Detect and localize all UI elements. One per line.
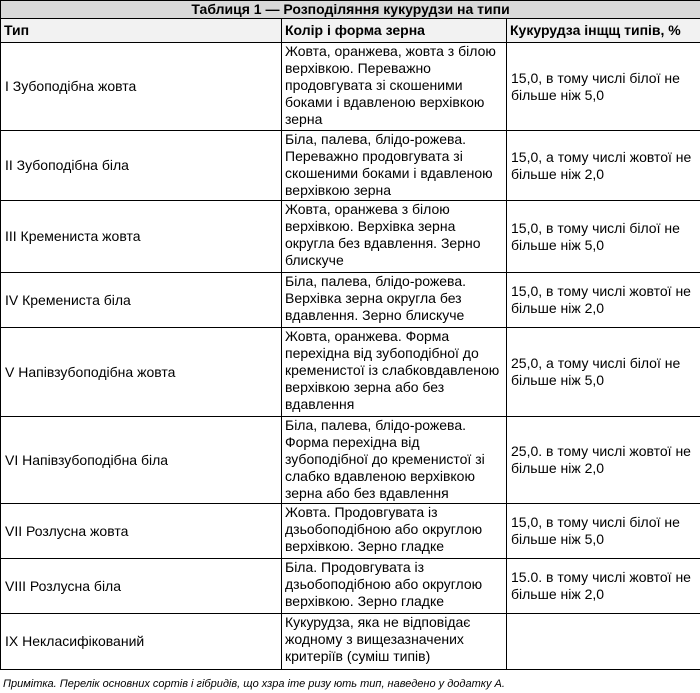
cell-description: Біла, палева, блідо-рожева. Переважно продовгувата зі скошеними боками і вдавленою верхівкою зерна [282, 131, 507, 201]
table-row [1, 614, 700, 670]
header-other-types: Кукурудза інщщ типів, % [507, 19, 700, 43]
cell-other-types: 25,0, а тому числі білої не більше ніж 5,0 [507, 328, 700, 417]
cell-description: Жовта. Продовгувата із дзьобоподібною або округлою верхівкою. Зерно гладке [282, 504, 507, 559]
cell-type: III Кремениста жовта [1, 201, 282, 273]
cell-type: VI Напівзубоподібна біла [1, 417, 282, 504]
table-title-row [1, 1, 700, 19]
cell-other-types: 15,0, в тому числі білої не більше ніж 5,0 [507, 504, 700, 559]
header-type: Тип [1, 19, 282, 43]
table-row [1, 328, 700, 417]
cell-other-types: 15,0, в тому числі жовтої не більше ніж 2,0 [507, 273, 700, 328]
cell-type: І Зубоподібна жовта [1, 43, 282, 131]
cell-description: Біла, палева, блідо-рожева. Форма перехідна від зубоподібної до кременистої зі слабко вдавленою верхівкою зерна або без вдавлення [282, 417, 507, 504]
table-header-row [1, 19, 700, 43]
cell-description: Жовта, оранжева. Форма перехідна від зубоподібної до кременистої із слабковдавленою верхівкою зерна або без вдавлення [282, 328, 507, 417]
cell-other-types: 25,0. в тому числі жовтої не більше ніж 2,0 [507, 417, 700, 504]
table-title: Таблиця 1 — Розподіляння кукурудзи на типи [1, 1, 700, 19]
cell-type: II Зубоподібна біла [1, 131, 282, 201]
cell-other-types [507, 614, 700, 670]
header-description: Колір і форма зерна [282, 19, 507, 43]
cell-type: IV Кремениста біла [1, 273, 282, 328]
cell-description: Жовта, оранжева з білою верхівкою. Верхівка зерна округла без вдавлення. Зерно блискуче [282, 201, 507, 273]
table-row [1, 201, 700, 273]
cell-description: Біла, палева, блідо-рожева. Верхівка зерна округла без вдавлення. Зерно блискуче [282, 273, 507, 328]
cell-description: Кукурудза, яка не відповідає жодному з вищезазначених критеріїв (суміш типів) [282, 614, 507, 670]
cell-other-types: 15.0. в тому числі жовтої не більше ніж 2,0 [507, 559, 700, 614]
cell-description: Жовта, оранжева, жовта з білою верхівкою. Переважно продовгувата зі скошеними боками і вдавленою верхівкою зерна [282, 43, 507, 131]
cell-type: IX Некласифікований [1, 614, 282, 670]
table-row [1, 504, 700, 559]
cell-type: VIII Розлусна біла [1, 559, 282, 614]
table-row [1, 131, 700, 201]
cell-type: V Напівзубоподібна жовта [1, 328, 282, 417]
table-row [1, 43, 700, 131]
cell-description: Біла. Продовгувата із дзьобоподібною або округлою верхівкою. Зерно гладке [282, 559, 507, 614]
cell-other-types: 15,0, в тому числі білої не більше ніж 5,0 [507, 201, 700, 273]
table-row [1, 417, 700, 504]
cell-other-types: 15,0, в тому числі білої не більше ніж 5,0 [507, 43, 700, 131]
table-row [1, 273, 700, 328]
cell-other-types: 15,0, а тому числі жовтої не більше ніж 2,0 [507, 131, 700, 201]
cell-type: VII Розлусна жовта [1, 504, 282, 559]
table-row [1, 559, 700, 614]
table-note: Примітка. Перелік основних сортів і гібридів, що хзра іте ризу ють тип, наведено у додатку А. [3, 678, 505, 690]
